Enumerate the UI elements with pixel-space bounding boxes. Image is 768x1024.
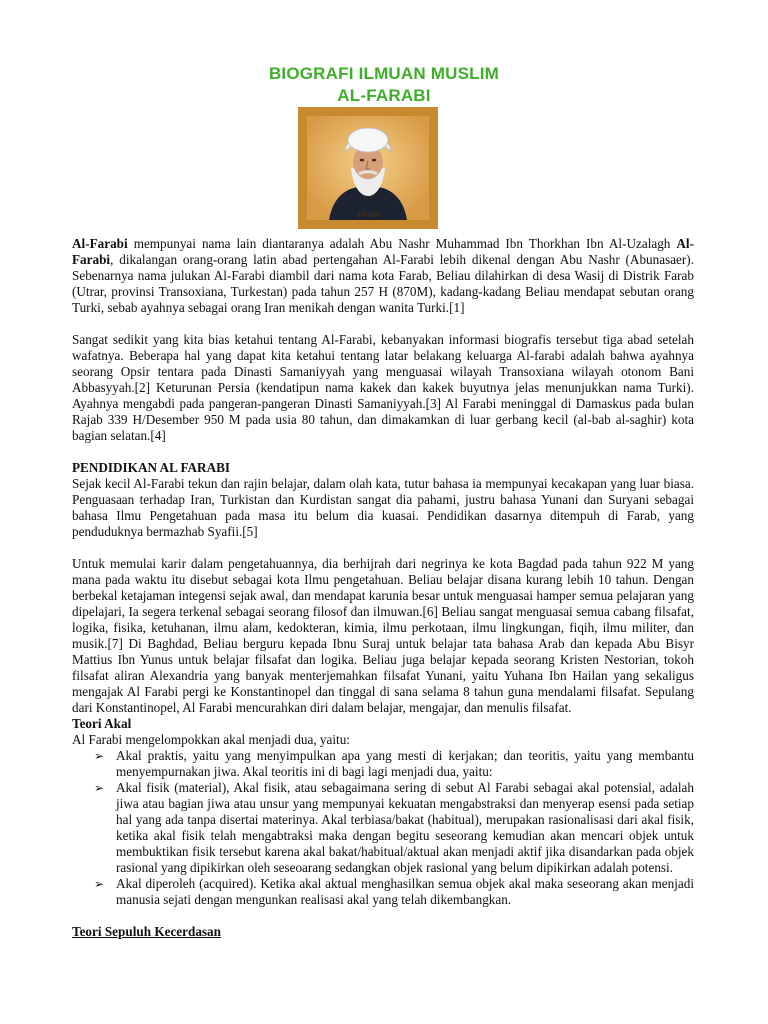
list-item: ➢ Akal fisik (material), Akal fisik, atau sebagaimana sering di sebut Al Farabi sebagai akal potensial, adalah jiwa atau bagian jiwa atau unsur yang mempunyai kekuatan mengabstraksi dan menyerap esensi pada setiap hal yang ada tanpa disertai materinya. Akal terbiasa/bakat (habitual), merupakan rasionalisasi dari akal fisik, ketika akal fisik telah mengabtraksi maka dengan begitu seseorang kemudian akan mencari objek untuk membuktikan fisik tersebut karena akal bakat/habitual/aktual akan menjadi aktif jika disandarkan pada objek rasional yang dipikirkan oleh seseoarang sedangkan objek rasional yang belum dipikirkan adalah potensi. — [94, 780, 694, 875]
section-heading-teori-akal: Teori Akal — [72, 716, 132, 731]
teori-akal-list — [72, 748, 694, 908]
page-title: BIOGRAFI ILMUAN MUSLIM — [268, 64, 500, 83]
teori-akal-intro: Al Farabi mengelompokkan akal menjadi dua, yaitu: — [72, 732, 350, 747]
page-subtitle: AL-FARABI — [337, 86, 431, 105]
biography-paragraph: Sangat sedikit yang kita bias ketahui tentang Al-Farabi, kebanyakan informasi biografis tersebut tiga abad setelah wafatnya. Beberapa hal yang dapat kita ketahui tentang latar belakang keluarga Al-farabi adalah bahwa ayahnya seorang Opsir tentara pada Dinasti Samaniyyah yang menguasai wilayah Transoxiana wilayah otonom Bani Abbasyyah.[2] Keturunan Persia (kendatipun nama kakek dan kakek buyutnya jelas menunjukkan nama Turki). Ayahnya mengabdi pada pangeran-pangeran Dinasti Samaniyyah.[3] Al Farabi meninggal di Damaskus pada bulan Rajab 339 H/Desember 950 M pada usia 80 tahun, dan dimakamkan di luar gerbang kecil (al-bab al-saghir) kota bagian selatan.[4] — [72, 332, 694, 443]
portrait-frame — [298, 107, 438, 229]
pendidikan-paragraph-1: Sejak kecil Al-Farabi tekun dan rajin belajar, dalam olah kata, tutur bahasa ia mempunyai kecakapan yang luar biasa. Penguasaan terhadap Iran, Turkistan dan Kurdistan sangat dia pahami, justru bahasa Yunani dan Suryani sebagai bahasa Ilmu Pengetahuan pada masa itu belum dia kuasai. Pendidikan dasarnya ditempuh di Farab, yang penduduknya bermazhab Syafii.[5] — [72, 476, 694, 539]
document-body — [72, 236, 694, 940]
arrow-bullet-icon: ➢ — [94, 877, 105, 891]
al-farabi-portrait-icon — [307, 116, 429, 220]
pendidikan-paragraph-2: Untuk memulai karir dalam pengetahuannya, dia berhijrah dari negrinya ke kota Bagdad pada tahun 922 M yang mana pada waktu itu disebut sebagai kota Ilmu pengetahuan. Beliau belajar disana kurang lebih 10 tahun. Dengan berbekal ketajaman integensi sejak awal, dan mendapat karunia besar untuk menguasai hamper semua pelajaran yang dipelajari, Ia segera terkenal sebagai seorang filosof dan ilmuwan.[6] Beliau sangat menguasai semua cabang filsafat, logika, fisika, ketuhanan, ilmu alam, kedokteran, kimia, ilmu perkotaan, ilmu lingkungan, fiqih, ilmu militer, dan musik.[7] Di Baghdad, Beliau berguru kepada Ibnu Suraj untuk belajar tata bahasa Arab dan kepada Abu Bisyr Mattius Ibn Yunus untuk belajar filsafat dan logika. Beliau juga belajar kepada seorang Kristen Nestorian, tokoh filsafat aliran Alexandria yang banyak menterjemahkan filsafat Yunani, yaitu Yuhana Ibn Hailan yang sekaligus mengajak Al Farabi pergi ke Konstantinopel dan tinggal di sana selama 8 tahun guna mendalami filsafat. Sepulang dari Konstantinopel, Al Farabi mencurahkan diri dalam belajar, mengajar, dan menulis filsafat. — [72, 556, 694, 715]
arrow-bullet-icon: ➢ — [94, 781, 105, 795]
intro-name: Al-Farabi — [72, 236, 128, 251]
list-item: ➢ Akal diperoleh (acquired). Ketika akal aktual menghasilkan semua objek akal maka seseorang akan menjadi manusia sejati dengan mengunkan realisasi akal yang telah dikembangkan. — [94, 876, 694, 907]
portrait-caption: 870-950 — [356, 213, 380, 219]
arrow-bullet-icon: ➢ — [94, 749, 105, 763]
intro-name-2: Al-Farabi — [72, 236, 694, 267]
section-heading-teori-sepuluh: Teori Sepuluh Kecerdasan — [72, 924, 221, 939]
intro-paragraph: Al-Farabi mempunyai nama lain diantaranya adalah Abu Nashr Muhammad Ibn Thorkhan Ibn Al-Uzalagh Al-Farabi, dikalangan orang-orang latin abad pertengahan Al-Farabi lebih dikenal dengan Abu Nashr (Abunasaer). Sebenarnya nama julukan Al-Farabi diambil dari nama kota Farab, Beliau dilahirkan di desa Wasij di Distrik Farab (Utrar, provinsi Transoxiana, Turkestan) pada tahun 257 H (870M), kadang-kadang Beliau mendapat sebutan orang Turki, sebab ayahnya sebagai orang Iran menikah dengan wanita Turki.[1] — [72, 236, 694, 315]
list-item: ➢ Akal praktis, yaitu yang menyimpulkan apa yang mesti di kerjakan; dan teoritis, yaitu yang membantu menyempurnakan jiwa. Akal teoritis ini di bagi lagi menjadi dua, yaitu: — [94, 748, 694, 779]
section-heading-pendidikan: PENDIDIKAN AL FARABI — [72, 460, 231, 475]
